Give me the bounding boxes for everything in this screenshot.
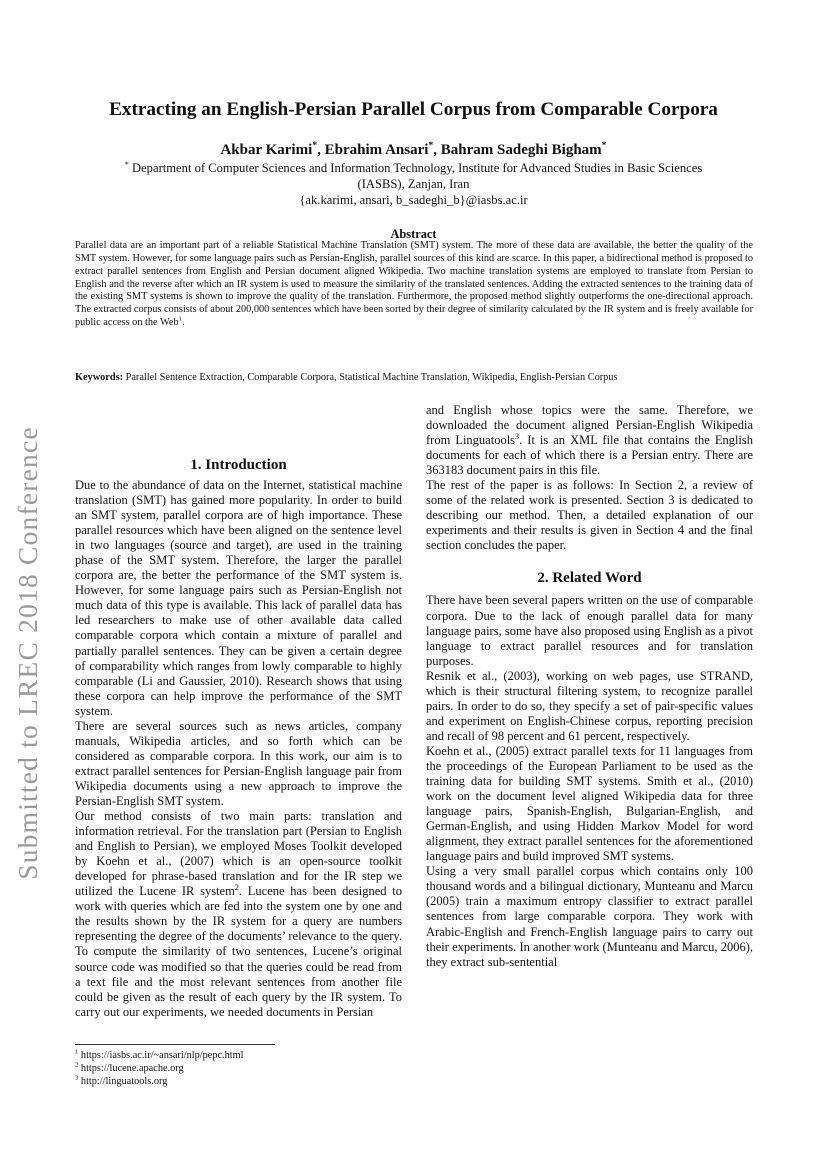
affil-mark: *	[124, 159, 129, 169]
section-heading-introduction: 1. Introduction	[190, 457, 287, 473]
footnote-ref: 3	[515, 431, 520, 441]
submission-stamp: Submitted to LREC 2018 Conference	[12, 426, 43, 880]
author-name: Ebrahim Ansari	[324, 142, 429, 158]
paragraph: The rest of the paper is as follows: In Section 2, a review of some of the related work is presented. Section 3 is dedicated to describing our method. Then, a detailed explanation of our experiments and their results is given in Section 4 and the final section concludes the paper.	[426, 478, 753, 553]
paragraph: There are several sources such as news articles, company manuals, Wikipedia articles, and so forth which can be considered as comparable corpora. In this work, our aim is to extract parallel sentences for Persian-English language pair from Wikipedia documents using a new approach to improve the Persian-English SMT system.	[75, 718, 402, 808]
footnote-ref: 1	[178, 315, 182, 323]
paragraph: Due to the abundance of data on the Internet, statistical machine translation (SMT) has gained more popularity. In order to build an SMT system, parallel corpora are of high importance. These parallel resources which have been aligned on the sentence level in two languages (source and target), are used in the training phase of the SMT system. Therefore, the larger the parallel corpora are, the better the performance of the SMT system is. However, for some language pairs such as Persian-English not much data of this type is available. This lack of parallel data has led researchers to make use of other available data called comparable corpora which contain a mixture of parallel and partially parallel sentences. They can be given a certain degree of comparability which ranges from lowly comparable to highly comparable (Li and Gaussier, 2010). Research shows that using these corpora can help improve the performance of the SMT system.	[75, 478, 402, 718]
section-heading-related: 2. Related Word	[537, 570, 642, 587]
author-affil-mark: *	[601, 140, 607, 151]
paragraph: There have been several papers written on the use of comparable corpora. Due to the lack of enough parallel data for many language pairs, some have also proposed using English as a pivot language to extract parallel resources and for translation purposes.	[426, 593, 753, 668]
author-list: Akbar Karimi*, Ebrahim Ansari*, Bahram Sadeghi Bigham*	[220, 140, 607, 158]
affil-line-1: Department of Computer Sciences and Information Technology, Institute for Advanced Studies in Basic Sciences	[132, 161, 703, 175]
footnote: $^1$ https://iasbs.ac.ir/~ansari/nlp/pepc.html	[75, 1048, 244, 1061]
footnote-link[interactable]: https://iasbs.ac.ir/~ansari/nlp/pepc.html	[78, 1050, 244, 1061]
abstract-heading: Abstract	[390, 227, 437, 241]
left-column	[75, 442, 402, 1020]
keywords-text: Parallel Sentence Extraction, Comparable Corpora, Statistical Machine Translation, Wikipedia, English-Persian Corpus	[125, 372, 618, 383]
affiliation	[80, 160, 747, 208]
affil-line-2: (IASBS), Zanjan, Iran	[357, 177, 470, 191]
paragraph: Our method consists of two main parts: translation and information retrieval. For the translation part (Persian to English and English to Persian), we employed Moses Toolkit developed by Koehn et al., (2007) which is an open-source toolkit developed for phrase-based translation and for the IR step we utilized the Lucene IR system$^2$. Lucene has been designed to work with queries which are fed into the system one by one and the results shown by the IR system for a query are numbers representing the degree of the documents’ relevance to the query. To compute the similarity of two sentences, Lucene’s original source code was modified so that the queries could be read from a text file and the most relevant sentences from another file could be given as the result of each query by the IR system. To carry out our experiments, we needed documents in Persian	[75, 809, 402, 1019]
footnotes	[75, 1049, 244, 1088]
paragraph: and English whose topics were the same. Therefore, we downloaded the document aligned Persian-English Wikipedia from Linguatools$^3$. It is an XML file that contains the English documents for each of which there is a Persian entry. There are 363183 document pairs in this file.	[426, 403, 754, 478]
footnote: $^2$ https://lucene.apache.org	[75, 1061, 184, 1074]
author-affil-mark: *	[428, 140, 434, 151]
footnote: $^3$ http://linguatools.org	[75, 1074, 168, 1087]
footnote-divider	[75, 1044, 275, 1045]
paper-title: Extracting an English-Persian Parallel Corpus from Comparable Corpora	[109, 99, 718, 120]
keywords-label: Keywords:	[75, 372, 124, 383]
paragraph: Koehn et al., (2005) extract parallel texts for 11 languages from the proceedings of the European Parliament to be used as the training data for building SMT systems. Smith et al., (2010) work on the document level aligned Wikipedia data for three language pairs, Spanish-English, Bulgarian-English, and German-English, and using Hidden Markov Model for word alignment, they extract parallel sentences for the aforementioned language pairs and build improved SMT systems.	[426, 743, 753, 864]
paragraph: Using a very small parallel corpus which contains only 100 thousand words and a bilingual dictionary, Munteanu and Marcu (2005) train a maximum entropy classifier to extract parallel sentences from large comparable corpora. They work with Arabic-English and French-English language pairs to carry out their experiments. In another work (Munteanu and Marcu, 2006), they extract sub-sentential	[426, 864, 753, 969]
right-column	[426, 403, 753, 970]
footnote-ref: 2	[234, 883, 239, 893]
author-affil-mark: *	[312, 140, 318, 151]
author-name: Bahram Sadeghi Bigham	[440, 142, 602, 158]
affil-emails: {ak.karimi, ansari, b_sadeghi_b}@iasbs.ac.ir	[299, 193, 528, 207]
paragraph: Resnik et al., (2003), working on web pages, use STRAND, which is their structural filtering system, to recognize parallel pairs. In order to do so, they specify a set of pair-specific values and experiment on English-Chinese corpus, reporting precision and recall of 98 percent and 61 percent, respectively.	[426, 668, 753, 743]
abstract-text: Parallel data are an important part of a reliable Statistical Machine Translation (SMT) system. The more of these data are available, the better the quality of the SMT system. However, for some language pairs such as Persian-English, parallel sources of this kind are scarce. In this paper, a bidirectional method is proposed to extract parallel sentences from English and Persian document aligned Wikipedia. Two machine translation systems are employed to translate from Persian to English and the reverse after which an IR system is used to measure the similarity of the translated sentences. Adding the extracted sentences to the training data of the existing SMT systems is shown to improve the quality of the translation. Furthermore, the proposed method slightly outperforms the one-directional approach. The extracted corpus consists of about 200,000 sentences which have been sorted by their degree of similarity calculated by the IR system and is freely available for public access on the Web$^1$.	[75, 240, 753, 329]
keywords	[75, 371, 753, 384]
footnote-link[interactable]: https://lucene.apache.org	[78, 1063, 184, 1074]
author-name: Akbar Karimi	[220, 142, 313, 158]
footnote-link[interactable]: http://linguatools.org	[78, 1076, 168, 1087]
